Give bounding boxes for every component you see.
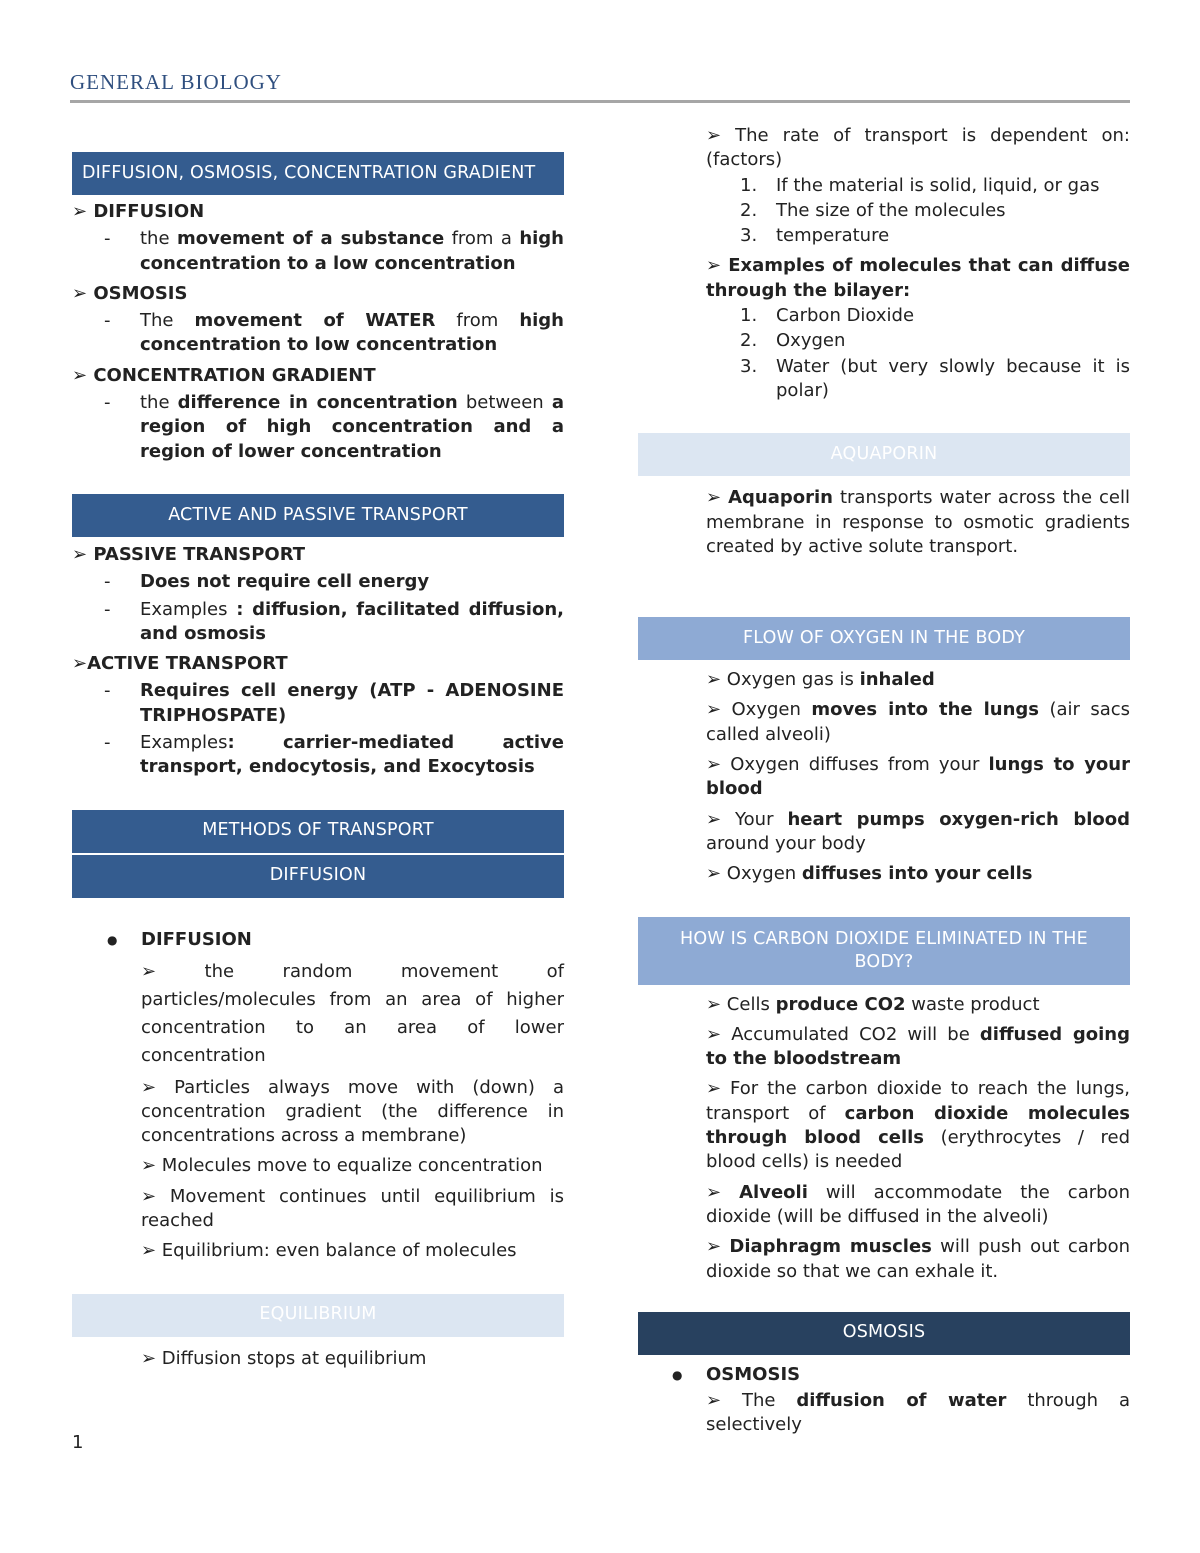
example-item: 1. Carbon Dioxide [740,305,915,327]
document-header-title: GENERAL BIOLOGY [70,70,282,94]
active-transport-examples: - Examples: carrier-mediated active transport, endocytosis, and Exocytosis [104,732,564,778]
section-header-flow-of-oxygen: FLOW OF OXYGEN IN THE BODY [638,617,1130,660]
diffusion-point-3: ➢ Molecules move to equalize concentration [141,1155,543,1177]
diffusion-point-5: ➢ Equilibrium: even balance of molecules [141,1240,517,1262]
term-diffusion: ➢ DIFFUSION [72,201,205,222]
passive-transport-item: - Does not require cell energy [104,571,430,593]
co2-point-1: ➢ Cells produce CO2 waste product [706,993,1040,1015]
section-header-aquaporin: AQUAPORIN [638,433,1130,476]
section-header-carbon-dioxide: HOW IS CARBON DIOXIDE ELIMINATED IN THE BODY? [638,917,1130,985]
left-column [72,152,564,1371]
term-passive-transport: ➢ PASSIVE TRANSPORT [72,543,306,565]
rate-intro: ➢ The rate of transport is dependent on: (factors) [706,125,1130,171]
diffusion-point-1: ➢ the random movement of particles/molecules from an area of higher concentration to an area of lower concentration [141,960,564,1066]
osmosis-point-1: ➢ The diffusion of water through a selectively [706,1390,1130,1436]
definition-diffusion: - the movement of a substance from a high concentration to a low concentration [104,228,564,274]
subsection-header-diffusion: DIFFUSION [72,855,564,898]
diffusion-point-2: ➢ Particles always move with (down) a concentration gradient (the difference in concentrations across a membrane) [141,1076,564,1147]
oxygen-point-3: ➢ Oxygen diffuses from your lungs to your blood [706,754,1130,800]
section-header-equilibrium: EQUILIBRIUM [72,1294,564,1337]
definition-osmosis: - The movement of WATER from high concentration to low concentration [104,310,564,356]
bullet-osmosis: ● OSMOSIS [672,1363,801,1385]
co2-point-5: ➢ Diaphragm muscles will push out carbon dioxide so that we can exhale it. [706,1236,1130,1282]
term-active-transport: ➢ACTIVE TRANSPORT [72,653,288,675]
rate-item: 3. temperature [740,225,890,247]
section-header-active-passive-transport: ACTIVE AND PASSIVE TRANSPORT [72,494,564,537]
definition-concentration-gradient: - the difference in concentration between a region of high concentration and a region of lower concentration [104,392,564,462]
rate-item: 2. The size of the molecules [740,199,1006,221]
examples-intro: ➢ Examples of molecules that can diffuse through the bilayer: [706,255,1130,301]
example-item: 3. Water (but very slowly because it is polar) [740,355,1130,401]
oxygen-point-1: ➢ Oxygen gas is inhaled [706,669,935,691]
co2-point-4: ➢ Alveoli will accommodate the carbon dioxide (will be diffused in the alveoli) [706,1181,1130,1227]
term-osmosis: ➢ OSMOSIS [72,282,188,304]
page-number: 1 [72,1432,84,1453]
aquaporin-paragraph: ➢ Aquaporin transports water across the cell membrane in response to osmotic gradients created by active solute transport. [706,487,1130,557]
example-item: 2. Oxygen [740,330,846,352]
section-header-osmosis: OSMOSIS [638,1312,1130,1355]
co2-point-3: ➢ For the carbon dioxide to reach the lungs, transport of carbon dioxide molecules through blood cells (erythrocytes / red blood cells) is needed [706,1078,1130,1173]
equilibrium-point-1: ➢ Diffusion stops at equilibrium [141,1347,427,1369]
right-column [638,124,1130,1438]
active-transport-item: - Requires cell energy (ATP - ADENOSINE TRIPHOSPATE) [104,680,564,726]
section-header-methods-of-transport: METHODS OF TRANSPORT [72,810,564,853]
term-concentration-gradient: ➢ CONCENTRATION GRADIENT [72,364,376,386]
co2-point-2: ➢ Accumulated CO2 will be diffused going to the bloodstream [706,1023,1130,1070]
header-rule [70,100,1130,103]
oxygen-point-2: ➢ Oxygen moves into the lungs (air sacs called alveoli) [706,699,1131,745]
oxygen-point-4: ➢ Your heart pumps oxygen-rich blood around your body [706,808,1130,854]
bullet-diffusion: ● DIFFUSION [107,928,252,950]
diffusion-point-4: ➢ Movement continues until equilibrium is reached [141,1185,564,1231]
passive-transport-examples: - Examples : diffusion, facilitated diffusion, and osmosis [104,598,564,644]
rate-item: 1. If the material is solid, liquid, or gas [740,174,1100,196]
section-header-diffusion-osmosis-gradient: DIFFUSION, OSMOSIS, CONCENTRATION GRADIENT [72,152,564,195]
oxygen-point-5: ➢ Oxygen diffuses into your cells [706,863,1033,885]
